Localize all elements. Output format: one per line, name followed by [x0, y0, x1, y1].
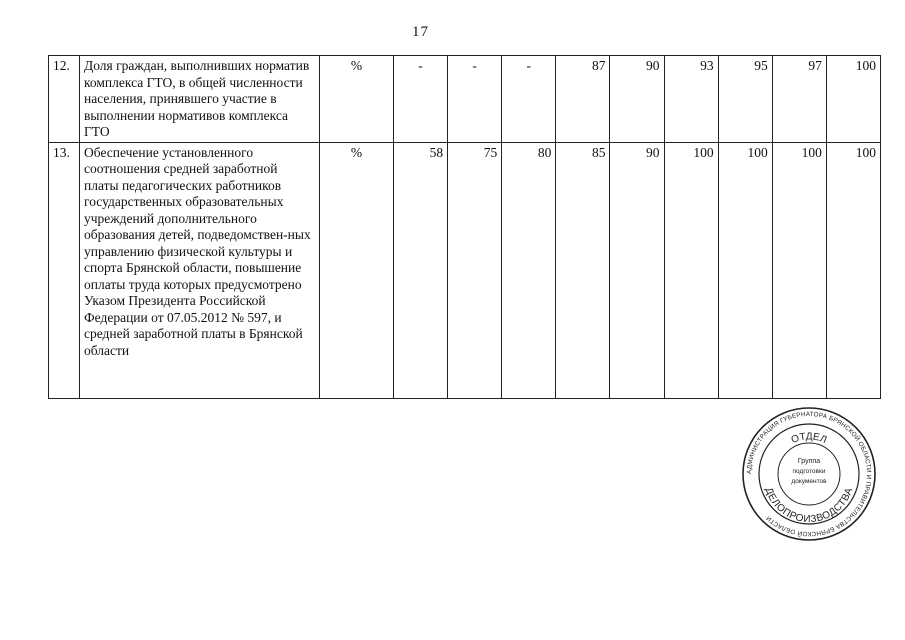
stamp-bottom-text: ДЕЛОПРОИЗВОДСТВА [762, 486, 856, 526]
svg-text:ДЕЛОПРОИЗВОДСТВА [763, 486, 856, 525]
unit-cell: % [320, 56, 394, 143]
value-cell: 90 [610, 56, 664, 143]
value-cell: 75 [448, 142, 502, 398]
indicator-table [48, 55, 881, 399]
stamp-center-line: подготовки [792, 468, 826, 475]
table-row [49, 142, 881, 398]
value-cell: 90 [610, 142, 664, 398]
official-stamp [740, 405, 878, 543]
value-cell: 87 [556, 56, 610, 143]
value-cell: - [394, 56, 448, 143]
row-number: 13. [49, 142, 80, 398]
stamp-center-line: Группа [797, 458, 821, 465]
unit-cell: % [320, 142, 394, 398]
value-cell: 97 [772, 56, 826, 143]
value-cell: - [448, 56, 502, 143]
value-cell: 100 [772, 142, 826, 398]
svg-text:ОТДЕЛ [790, 431, 828, 446]
stamp-outer-text: АДМИНИСТРАЦИЯ ГУБЕРНАТОРА БРЯНСКОЙ ОБЛАСТИ И ПРАВИТЕЛЬСТВА БРЯНСКОЙ ОБЛАСТИ [745, 410, 873, 538]
value-cell: 85 [556, 142, 610, 398]
value-cell: 100 [826, 142, 880, 398]
stamp-top-text: ОТДЕЛ [789, 431, 829, 446]
value-cell: 93 [664, 56, 718, 143]
value-cell: 100 [664, 142, 718, 398]
page-number: 17 [412, 24, 429, 40]
indicator-name: Доля граждан, выполнивших норматив комплекса ГТО, в общей численности населения, принявшего участие в выполнении нормативов комплекса ГТО [80, 56, 320, 143]
stamp-center-line: документов [791, 478, 827, 485]
value-cell: - [502, 56, 556, 143]
row-number: 12. [49, 56, 80, 143]
table-row [49, 56, 881, 143]
value-cell: 100 [826, 56, 880, 143]
value-cell: 95 [718, 56, 772, 143]
value-cell: 100 [718, 142, 772, 398]
value-cell: 80 [502, 142, 556, 398]
value-cell: 58 [394, 142, 448, 398]
indicator-name: Обеспечение установленного соотношения средней заработной платы педагогических работников государственных образовательных учреждений дополнительного образования детей, подведомствен-ных управлению физической культуры и спорта Брянской области, повышение оплаты труда которых предусмотрено Указом Президента Российской Федерации от 07.05.2012 № 597, и средней заработной платы в Брянской области [80, 142, 320, 398]
